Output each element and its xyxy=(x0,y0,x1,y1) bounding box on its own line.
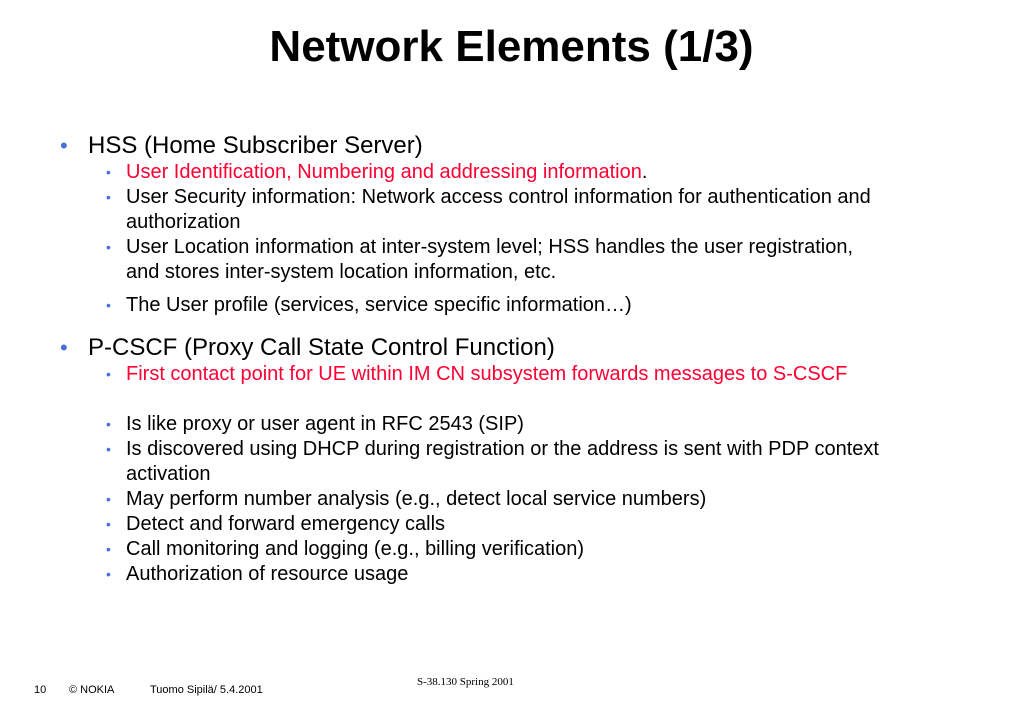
bullet-icon: • xyxy=(106,297,111,313)
bullet-heading: HSS (Home Subscriber Server) xyxy=(88,132,423,159)
highlight-text: First contact point for UE within IM CN subsystem forwards messages to S-CSCF xyxy=(126,363,848,385)
sub-bullet xyxy=(106,235,886,285)
text-suffix: . xyxy=(641,161,648,183)
highlight-text: User Identification, Numbering and addressing information xyxy=(126,161,642,183)
sub-bullet xyxy=(106,437,946,487)
bullet-icon: • xyxy=(106,164,111,180)
sub-bullet-text: User Location information at inter-system level; HSS handles the user registration, and stores inter-system location information, etc. xyxy=(126,236,854,283)
sub-bullet-text: Is like proxy or user agent in RFC 2543 (SIP) xyxy=(126,413,524,435)
slide-title: Network Elements (1/3) xyxy=(269,22,754,71)
copyright: © NOKIA xyxy=(69,684,115,696)
bullet-icon: • xyxy=(106,239,111,255)
bullet-icon: • xyxy=(106,441,111,457)
bullet-icon: • xyxy=(106,416,111,432)
sub-bullet-text: May perform number analysis (e.g., detect local service numbers) xyxy=(126,488,707,510)
sub-bullet-text: Is discovered using DHCP during registration or the address is sent with PDP context activation xyxy=(126,438,879,485)
sub-bullet-text: User Security information: Network access control information for authentication and authorization xyxy=(126,186,871,233)
bullet-icon: • xyxy=(106,189,111,205)
bullet-icon: • xyxy=(106,516,111,532)
bullet-heading: P-CSCF (Proxy Call State Control Function) xyxy=(88,334,555,361)
sub-bullet xyxy=(106,293,966,318)
sub-bullet xyxy=(106,512,966,537)
bullet-icon: • xyxy=(60,133,68,158)
course-label: S-38.130 Spring 2001 xyxy=(417,676,514,688)
author-date: Tuomo Sipilä/ 5.4.2001 xyxy=(150,684,263,696)
sub-bullet xyxy=(106,362,926,387)
sub-bullet xyxy=(106,537,966,562)
bullet-pcscf xyxy=(60,333,555,363)
sub-bullet xyxy=(106,185,966,235)
sub-bullet-text: Call monitoring and logging (e.g., billing verification) xyxy=(126,538,585,560)
sub-bullet-text: Authorization of resource usage xyxy=(126,563,409,585)
bullet-hss xyxy=(60,131,423,161)
bullet-icon: • xyxy=(106,566,111,582)
sub-bullet-text: Detect and forward emergency calls xyxy=(126,513,446,535)
sub-bullet xyxy=(106,412,966,437)
sub-bullet xyxy=(106,487,966,512)
sub-bullet-text: The User profile (services, service specific information…) xyxy=(126,294,632,316)
bullet-icon: • xyxy=(106,491,111,507)
bullet-icon: • xyxy=(106,541,111,557)
bullet-icon: • xyxy=(106,366,111,382)
page-number: 10 xyxy=(34,684,47,696)
sub-bullet xyxy=(106,160,966,185)
sub-bullet xyxy=(106,562,966,587)
bullet-icon: • xyxy=(60,335,68,360)
